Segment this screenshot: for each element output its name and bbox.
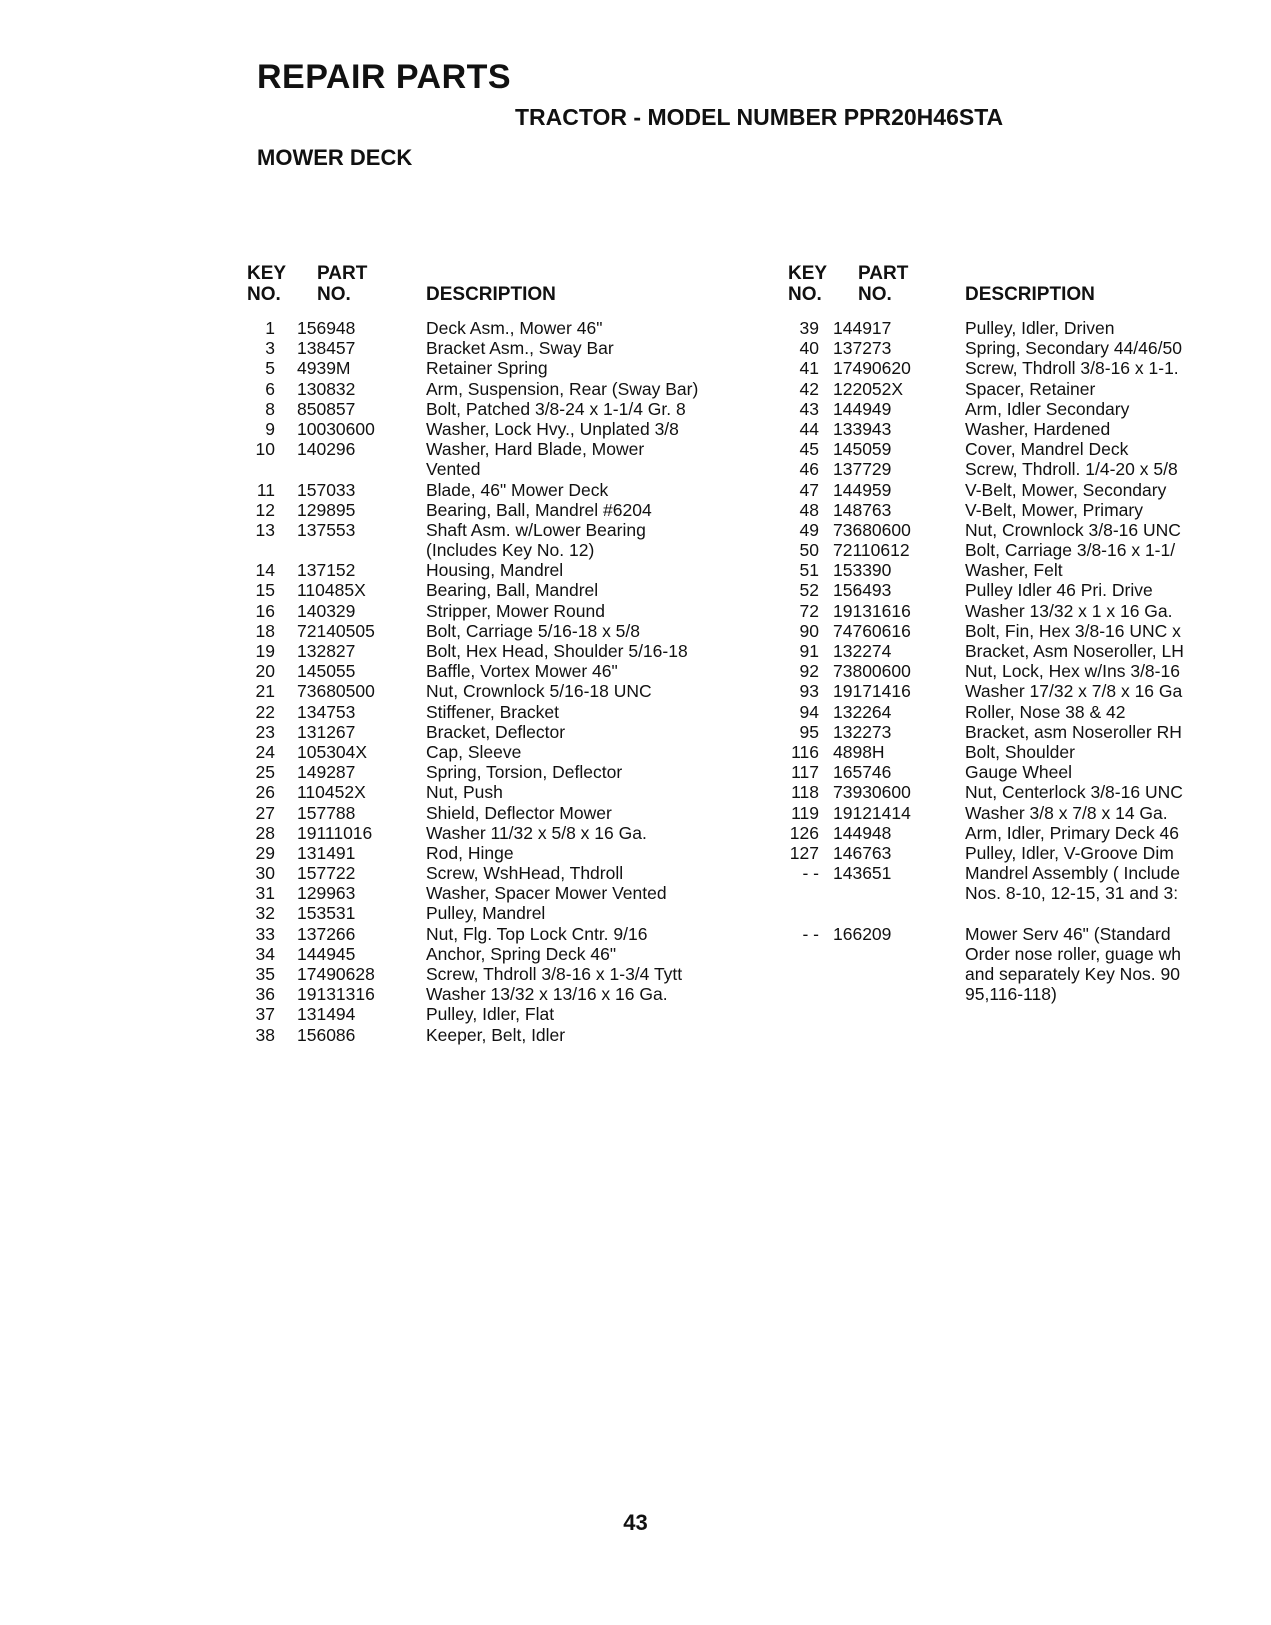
key-number: 91 — [799, 641, 819, 661]
table-row — [245, 358, 765, 378]
table-row — [245, 520, 765, 540]
part-description: Nut, Centerlock 3/8-16 UNC — [965, 782, 1183, 803]
key-number: 35 — [255, 964, 275, 984]
key-number: 119 — [791, 802, 819, 823]
key-number: 72 — [799, 600, 819, 621]
part-description: Spring, Secondary 44/46/50 — [965, 338, 1182, 359]
part-number: 140329 — [297, 600, 356, 621]
table-row — [799, 338, 1271, 359]
part-description: Bracket, Asm Noseroller, LH — [965, 641, 1184, 661]
key-number: 50 — [799, 540, 819, 561]
part-number: 73930600 — [833, 782, 911, 803]
part-description: Stiffener, Bracket — [426, 701, 559, 722]
key-number: 31 — [255, 883, 275, 904]
table-row — [245, 621, 765, 641]
table-row — [799, 318, 1271, 338]
part-description: Washer, Lock Hvy., Unplated 3/8 — [426, 418, 679, 439]
key-number: 43 — [799, 398, 819, 419]
key-number: 27 — [255, 802, 275, 823]
table-row — [245, 540, 765, 560]
part-description: Rod, Hinge — [426, 842, 514, 863]
part-description: 95,116-118) — [965, 984, 1057, 1005]
table-row — [245, 601, 765, 621]
key-number: 26 — [255, 782, 275, 803]
key-number: 117 — [791, 762, 819, 783]
key-header-line1: KEY — [788, 263, 828, 284]
description-header: DESCRIPTION — [965, 284, 1095, 305]
table-row — [805, 984, 1271, 1004]
part-number: 19131316 — [297, 984, 375, 1005]
part-description: Nut, Crownlock 3/8-16 UNC — [965, 519, 1181, 540]
table-row — [245, 702, 765, 722]
table-row — [245, 338, 765, 358]
part-description: and separately Key Nos. 90 — [965, 964, 1180, 984]
key-number: 33 — [255, 923, 275, 944]
key-number: 14 — [255, 560, 275, 581]
key-number: 46 — [799, 459, 819, 480]
part-description: V-Belt, Mower, Primary — [965, 499, 1143, 520]
key-number: 23 — [255, 721, 275, 742]
key-number: 92 — [799, 661, 819, 682]
key-number: 30 — [255, 863, 275, 884]
part-number: 130832 — [297, 378, 356, 399]
table-row — [245, 681, 765, 701]
key-number: 25 — [255, 762, 275, 783]
table-row — [799, 580, 1271, 601]
part-number: 137553 — [297, 519, 356, 540]
table-row — [245, 399, 765, 419]
part-number: 4898H — [833, 741, 885, 762]
key-number: 20 — [255, 661, 275, 682]
key-number: 9 — [265, 418, 275, 439]
part-description: Washer 13/32 x 13/16 x 16 Ga. — [426, 984, 668, 1005]
table-row — [245, 560, 765, 580]
part-description: Arm, Idler Secondary — [965, 398, 1130, 419]
part-number: 105304X — [297, 741, 368, 762]
table-row — [245, 1004, 765, 1024]
part-description: Roller, Nose 38 & 42 — [965, 701, 1126, 722]
table-header — [245, 263, 765, 318]
part-description: Gauge Wheel — [965, 762, 1073, 783]
key-number: 21 — [255, 681, 275, 702]
table-row — [791, 741, 1271, 762]
part-number: 4939M — [297, 358, 351, 379]
part-description: Anchor, Spring Deck 46" — [426, 943, 617, 964]
part-description: Bearing, Ball, Mandrel — [426, 580, 599, 601]
part-description: Screw, Thdroll 3/8-16 x 1-3/4 Tytt — [426, 964, 683, 984]
table-row — [799, 600, 1271, 621]
part-description: Bolt, Fin, Hex 3/8-16 UNC x — [965, 620, 1181, 641]
part-number: 110452X — [297, 782, 366, 803]
part-description: Pulley Idler 46 Pri. Drive — [965, 580, 1153, 601]
part-number: 134753 — [297, 701, 356, 722]
part-number: 131494 — [297, 1004, 356, 1025]
key-number: 127 — [789, 842, 819, 863]
table-row — [245, 984, 765, 1004]
part-number: 145055 — [297, 661, 356, 682]
key-number: 90 — [799, 620, 819, 641]
table-row — [805, 944, 1271, 964]
part-number: 17490628 — [297, 964, 375, 984]
part-number: 73680500 — [297, 681, 375, 702]
table-header — [788, 263, 1271, 318]
part-number: 122052X — [833, 378, 904, 399]
part-description: Arm, Suspension, Rear (Sway Bar) — [426, 378, 699, 399]
table-row — [245, 419, 765, 439]
part-number: 72140505 — [297, 620, 375, 641]
part-description: Nos. 8-10, 12-15, 31 and 3: — [965, 883, 1179, 904]
model-subtitle: TRACTOR - MODEL NUMBER PPR20H46STA — [515, 104, 1004, 130]
key-number: 10 — [255, 439, 275, 460]
key-number: 37 — [255, 1004, 275, 1025]
part-description: Deck Asm., Mower 46" — [426, 318, 603, 338]
table-row — [245, 1025, 765, 1045]
part-number: 137152 — [297, 560, 356, 581]
part-number: 156493 — [833, 580, 892, 601]
table-row — [245, 480, 765, 500]
part-description: Washer, Felt — [965, 560, 1063, 581]
table-row — [805, 903, 1271, 923]
part-number: 74760616 — [833, 620, 911, 641]
part-description: Mower Serv 46" (Standard — [965, 923, 1171, 944]
key-number: 44 — [799, 418, 819, 439]
part-description: Washer 3/8 x 7/8 x 14 Ga. — [965, 802, 1168, 823]
part-description: Washer, Hard Blade, Mower — [426, 439, 645, 460]
part-header-line2: NO. — [858, 284, 892, 305]
part-number: 157033 — [297, 479, 356, 500]
part-number: 110485X — [297, 580, 366, 601]
key-number: 38 — [255, 1024, 275, 1045]
key-number: 41 — [799, 358, 819, 379]
table-row — [245, 762, 765, 782]
key-number: 116 — [791, 741, 819, 762]
table-row — [245, 823, 765, 843]
part-description: (Includes Key No. 12) — [426, 540, 595, 561]
part-number: 132273 — [833, 721, 892, 742]
page-number: 43 — [623, 1510, 648, 1535]
key-number: 16 — [255, 600, 275, 621]
part-description: Washer, Spacer Mower Vented — [426, 883, 667, 904]
table-row — [245, 379, 765, 399]
part-number: 166209 — [833, 923, 892, 944]
parts-list-right — [789, 318, 1271, 1005]
table-row — [799, 661, 1271, 682]
key-number: 19 — [255, 641, 275, 661]
part-description: Bracket, Deflector — [426, 721, 566, 742]
part-description: Shield, Deflector Mower — [426, 802, 612, 823]
part-description: Housing, Mandrel — [426, 560, 564, 581]
key-number: 95 — [799, 721, 819, 742]
part-number: 156948 — [297, 318, 356, 338]
key-number: 8 — [265, 398, 275, 419]
part-number: 73680600 — [833, 519, 911, 540]
key-number: 18 — [255, 620, 275, 641]
table-row — [245, 944, 765, 964]
table-row — [802, 863, 1271, 884]
table-row — [799, 358, 1271, 379]
part-number: 157722 — [297, 863, 356, 884]
key-number: 5 — [265, 358, 275, 379]
table-row — [245, 803, 765, 823]
table-row — [245, 742, 765, 762]
part-number: 144949 — [833, 398, 892, 419]
table-row — [799, 418, 1271, 439]
key-number: 15 — [255, 580, 275, 601]
part-description: Nut, Flg. Top Lock Cntr. 9/16 — [426, 923, 648, 944]
part-description: V-Belt, Mower, Secondary — [965, 479, 1167, 500]
table-row — [799, 681, 1271, 702]
table-row — [799, 641, 1271, 661]
part-description: Bolt, Carriage 5/16-18 x 5/8 — [426, 620, 641, 641]
key-number: 45 — [799, 439, 819, 460]
table-row — [791, 762, 1271, 783]
part-description: Keeper, Belt, Idler — [426, 1024, 566, 1045]
part-description: Washer 17/32 x 7/8 x 16 Ga — [965, 681, 1183, 702]
part-number: 850857 — [297, 398, 356, 419]
part-number: 19171416 — [833, 681, 911, 702]
part-number: 140296 — [297, 439, 356, 460]
part-description: Bolt, Hex Head, Shoulder 5/16-18 — [426, 641, 688, 661]
key-number: 94 — [799, 701, 819, 722]
part-description: Baffle, Vortex Mower 46" — [426, 661, 618, 682]
part-description: Bearing, Ball, Mandrel #6204 — [426, 499, 652, 520]
part-number: 153390 — [833, 560, 892, 581]
part-description: Washer 11/32 x 5/8 x 16 Ga. — [426, 822, 647, 843]
table-row — [799, 701, 1271, 722]
key-number: 22 — [255, 701, 275, 722]
part-number: 73800600 — [833, 661, 911, 682]
table-row — [245, 843, 765, 863]
table-row — [245, 903, 765, 923]
part-header-line1: PART — [317, 263, 368, 284]
table-row — [245, 661, 765, 681]
part-description: Screw, WshHead, Thdroll — [426, 863, 624, 884]
table-row — [799, 378, 1271, 399]
key-number: 48 — [799, 499, 819, 520]
part-description: Pulley, Idler, Driven — [965, 318, 1115, 338]
table-row — [802, 923, 1271, 944]
section-heading: MOWER DECK — [257, 145, 413, 170]
part-description: Spacer, Retainer — [965, 378, 1096, 399]
key-header-line2: NO. — [788, 284, 822, 305]
part-description: Arm, Idler, Primary Deck 46 — [965, 822, 1179, 843]
table-row — [799, 540, 1271, 561]
table-row — [791, 782, 1271, 803]
table-row — [799, 721, 1271, 742]
part-description: Cap, Sleeve — [426, 741, 522, 762]
table-row — [799, 620, 1271, 641]
table-row — [245, 318, 765, 338]
key-number: 118 — [791, 782, 819, 803]
part-number: 144959 — [833, 479, 892, 500]
table-row — [799, 439, 1271, 460]
part-number: 137266 — [297, 923, 356, 944]
part-number: 133943 — [833, 418, 892, 439]
table-row — [805, 964, 1271, 984]
part-description: Nut, Push — [426, 782, 503, 803]
key-number: 6 — [265, 378, 275, 399]
table-row — [245, 924, 765, 944]
key-number: 51 — [799, 560, 819, 581]
table-row — [789, 822, 1271, 843]
key-number: 47 — [799, 479, 819, 500]
part-number: 132827 — [297, 641, 356, 661]
part-description: Order nose roller, guage wh — [965, 943, 1181, 964]
part-number: 10030600 — [297, 418, 375, 439]
table-row — [805, 883, 1271, 903]
key-number: 24 — [255, 741, 275, 762]
part-description: Retainer Spring — [426, 358, 548, 379]
part-number: 144948 — [833, 822, 892, 843]
part-number: 19111016 — [297, 822, 373, 843]
table-row — [799, 560, 1271, 581]
table-row — [245, 722, 765, 742]
parts-table-left — [245, 263, 765, 1045]
part-number: 149287 — [297, 762, 356, 783]
part-number: 148763 — [833, 499, 892, 520]
part-description: Pulley, Idler, V-Groove Dim — [965, 842, 1174, 863]
part-number: 138457 — [297, 338, 356, 359]
table-row — [791, 802, 1271, 823]
part-number: 144945 — [297, 943, 356, 964]
part-description: Bolt, Patched 3/8-24 x 1-1/4 Gr. 8 — [426, 398, 686, 419]
part-description: Washer 13/32 x 1 x 16 Ga. — [965, 600, 1173, 621]
key-number: 36 — [255, 984, 275, 1005]
part-number: 153531 — [297, 903, 356, 924]
part-description: Nut, Lock, Hex w/Ins 3/8-16 — [965, 661, 1180, 682]
key-header-line2: NO. — [247, 284, 281, 305]
key-number: 126 — [789, 822, 819, 843]
part-header-line2: NO. — [317, 284, 351, 305]
part-description: Mandrel Assembly ( Include — [965, 863, 1180, 884]
key-header-line1: KEY — [247, 263, 287, 284]
part-description: Blade, 46" Mower Deck — [426, 479, 609, 500]
part-number: 137729 — [833, 459, 892, 480]
part-number: 157788 — [297, 802, 356, 823]
part-number: 132274 — [833, 641, 892, 661]
table-row — [245, 439, 765, 459]
table-row — [799, 479, 1271, 500]
key-number: 49 — [799, 519, 819, 540]
key-number: - - — [802, 923, 819, 944]
table-row — [245, 883, 765, 903]
part-header-line1: PART — [858, 263, 909, 284]
part-description: Bolt, Shoulder — [965, 741, 1075, 762]
key-number: 93 — [799, 681, 819, 702]
key-number: 52 — [799, 580, 819, 601]
key-number: 11 — [256, 479, 275, 500]
parts-list-left — [245, 318, 765, 1045]
part-number: 131267 — [297, 721, 356, 742]
part-number: 132264 — [833, 701, 892, 722]
part-description: Pulley, Idler, Flat — [426, 1004, 555, 1025]
parts-table-right — [788, 263, 1271, 1005]
part-number: 146763 — [833, 842, 892, 863]
key-number: 42 — [799, 378, 819, 399]
key-number: 28 — [255, 822, 275, 843]
part-description: Spring, Torsion, Deflector — [426, 762, 623, 783]
table-row — [245, 782, 765, 802]
table-row — [245, 500, 765, 520]
key-number: 12 — [255, 499, 275, 520]
part-number: 17490620 — [833, 358, 911, 379]
key-number: 39 — [799, 318, 819, 338]
key-number: 1 — [265, 318, 275, 338]
part-description: Nut, Crownlock 5/16-18 UNC — [426, 681, 652, 702]
table-row — [245, 863, 765, 883]
table-row — [799, 398, 1271, 419]
part-description: Bolt, Carriage 3/8-16 x 1-1/ — [965, 540, 1176, 561]
key-number: - - — [802, 863, 819, 884]
part-number: 131491 — [297, 842, 356, 863]
part-description: Bracket, asm Noseroller RH — [965, 721, 1182, 742]
description-header: DESCRIPTION — [426, 284, 556, 305]
part-description: Screw, Thdroll 3/8-16 x 1-1. — [965, 358, 1179, 379]
key-number: 40 — [799, 338, 819, 359]
table-row — [245, 641, 765, 661]
part-number: 129963 — [297, 883, 356, 904]
part-description: Bracket Asm., Sway Bar — [426, 338, 614, 359]
part-number: 143651 — [833, 863, 892, 884]
part-description: Pulley, Mandrel — [426, 903, 546, 924]
table-row — [799, 499, 1271, 520]
key-number: 13 — [255, 519, 275, 540]
table-row — [245, 459, 765, 479]
part-description: Washer, Hardened — [965, 418, 1111, 439]
part-number: 144917 — [833, 318, 892, 338]
key-number: 3 — [265, 338, 275, 359]
part-number: 129895 — [297, 499, 356, 520]
page-title: REPAIR PARTS — [257, 58, 512, 96]
part-description: Stripper, Mower Round — [426, 600, 605, 621]
part-number: 137273 — [833, 338, 892, 359]
table-row — [789, 842, 1271, 863]
part-number: 156086 — [297, 1024, 356, 1045]
key-number: 34 — [255, 943, 275, 964]
table-row — [799, 519, 1271, 540]
key-number: 29 — [255, 842, 275, 863]
part-description: Vented — [426, 459, 481, 480]
part-number: 165746 — [833, 762, 892, 783]
part-description: Cover, Mandrel Deck — [965, 439, 1129, 460]
key-number: 32 — [255, 903, 275, 924]
part-number: 72110612 — [833, 540, 910, 561]
part-number: 19131616 — [833, 600, 911, 621]
part-description: Shaft Asm. w/Lower Bearing — [426, 519, 646, 540]
table-row — [799, 459, 1271, 480]
table-row — [245, 964, 765, 984]
part-description: Screw, Thdroll. 1/4-20 x 5/8 — [965, 459, 1178, 480]
table-row — [245, 580, 765, 600]
part-number: 19121414 — [833, 802, 911, 823]
part-number: 145059 — [833, 439, 892, 460]
